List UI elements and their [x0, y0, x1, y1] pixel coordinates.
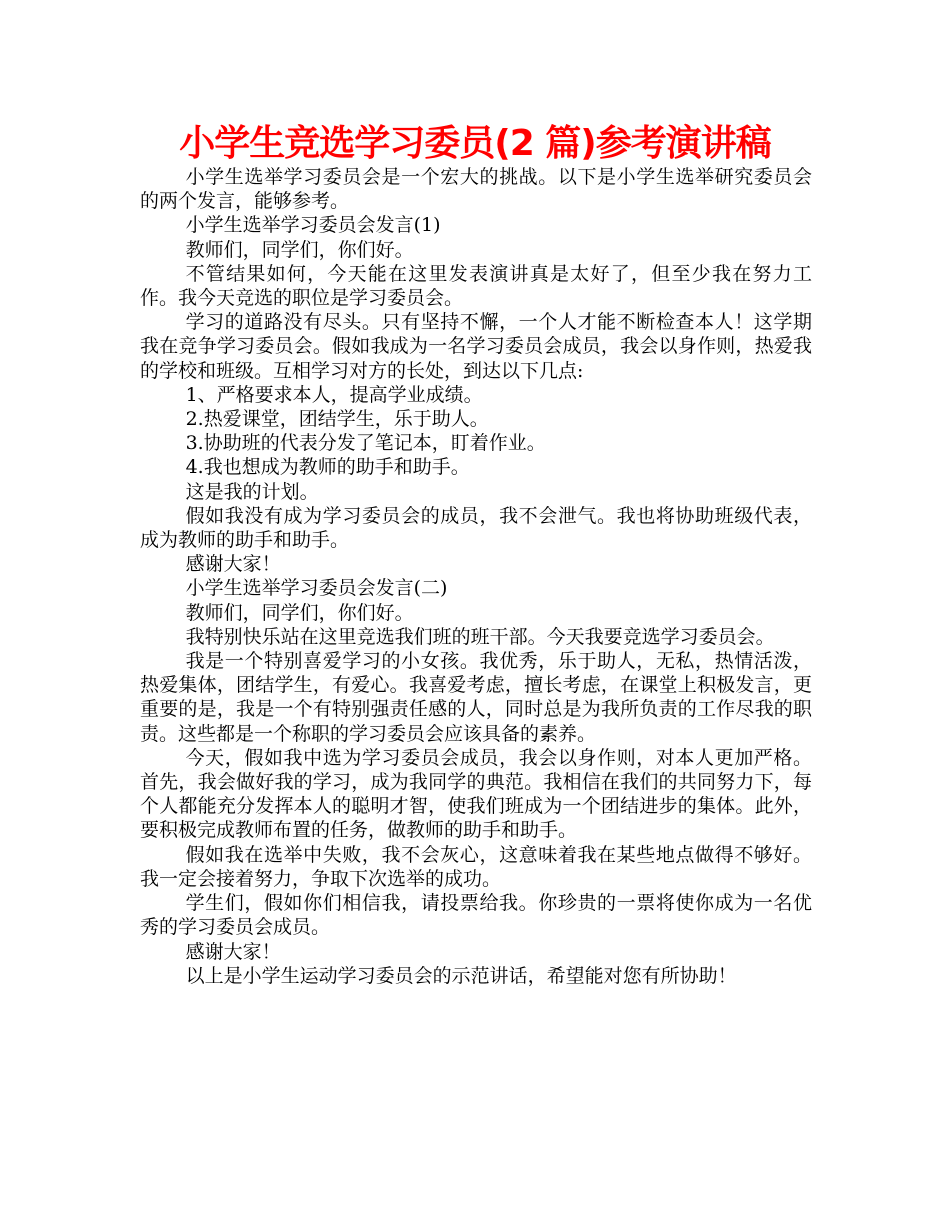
speech-1-closing: 感谢大家！ — [185, 553, 281, 576]
speech-1-paragraph: 这是我的计划。 — [185, 480, 319, 503]
speech-1-heading: 小学生选举学习委员会发言(1) — [185, 214, 441, 237]
intro-paragraph: 小学生选举学习委员会是一个宏大的挑战。以下是小学生选举研究委员会的两个发言，能够参考。 — [140, 166, 812, 213]
speech-2-greeting: 教师们，同学们，你们好。 — [185, 601, 414, 624]
conclusion-paragraph: 以上是小学生运动学习委员会的示范讲话，希望能对您有所协助！ — [185, 964, 737, 987]
speech-1-paragraph: 不管结果如何，今天能在这里发表演讲真是太好了，但至少我在努力工作。我今天竞选的职位是学习委员会。 — [140, 262, 812, 310]
speech-2-paragraph: 假如我在选举中失败，我不会灰心，这意味着我在某些地点做得不够好。我一定会接着努力，争取下次选举的成功。 — [140, 843, 812, 890]
speech-2-closing: 感谢大家！ — [185, 940, 281, 963]
speech-1-paragraph: 学习的道路没有尽头。只有坚持不懈，一个人才能不断检查本人！这学期我在竞争学习委员会。假如我成为一名学习委员会成员，我会以身作则，热爱我的学校和班级。互相学习对方的长处，到达以下几点: — [140, 311, 812, 382]
plan-list-item: 3.协助班的代表分发了笔记本，盯着作业。 — [185, 432, 546, 455]
document-title: 小学生竞选学习委员(2 篇)参考演讲稿 — [179, 123, 771, 164]
speech-2-paragraph: 我特别快乐站在这里竞选我们班的班干部。今天我要竞选学习委员会。 — [185, 625, 775, 648]
speech-1-paragraph: 假如我没有成为学习委员会的成员，我不会泄气。我也将协助班级代表，成为教师的助手和助手。 — [140, 504, 812, 552]
speech-2-paragraph: 今天，假如我中选为学习委员会成员，我会以身作则，对本人更加严格。首先，我会做好我的学习，成为我同学的典范。我相信在我们的共同努力下，每个人都能充分发挥本人的聪明才智，使我们班成为一个团结进步的集体。此外，要积极完成教师布置的任务，做教师的助手和助手。 — [140, 746, 812, 842]
speech-2-paragraph: 学生们，假如你们相信我，请投票给我。你珍贵的一票将使你成为一名优秀的学习委员会成员。 — [140, 892, 812, 939]
plan-list-item: 1、严格要求本人，提高学业成绩。 — [185, 383, 483, 406]
plan-list-item: 4.我也想成为教师的助手和助手。 — [185, 456, 470, 479]
speech-2-paragraph: 我是一个特别喜爱学习的小女孩。我优秀，乐于助人，无私，热情活泼，热爱集体，团结学生，有爱心。我喜爱考虑，擅长考虑，在课堂上积极发言，更重要的是，我是一个有特别强责任感的人，同时总是为我所负责的工作尽我的职责。这些都是一个称职的学习委员会应该具备的素养。 — [140, 650, 812, 745]
document-body — [140, 165, 812, 988]
speech-2-heading: 小学生选举学习委员会发言(二) — [185, 577, 448, 600]
speech-1-greeting: 教师们，同学们，你们好。 — [185, 238, 414, 261]
plan-list-item: 2.热爱课堂，团结学生，乐于助人。 — [185, 408, 489, 431]
